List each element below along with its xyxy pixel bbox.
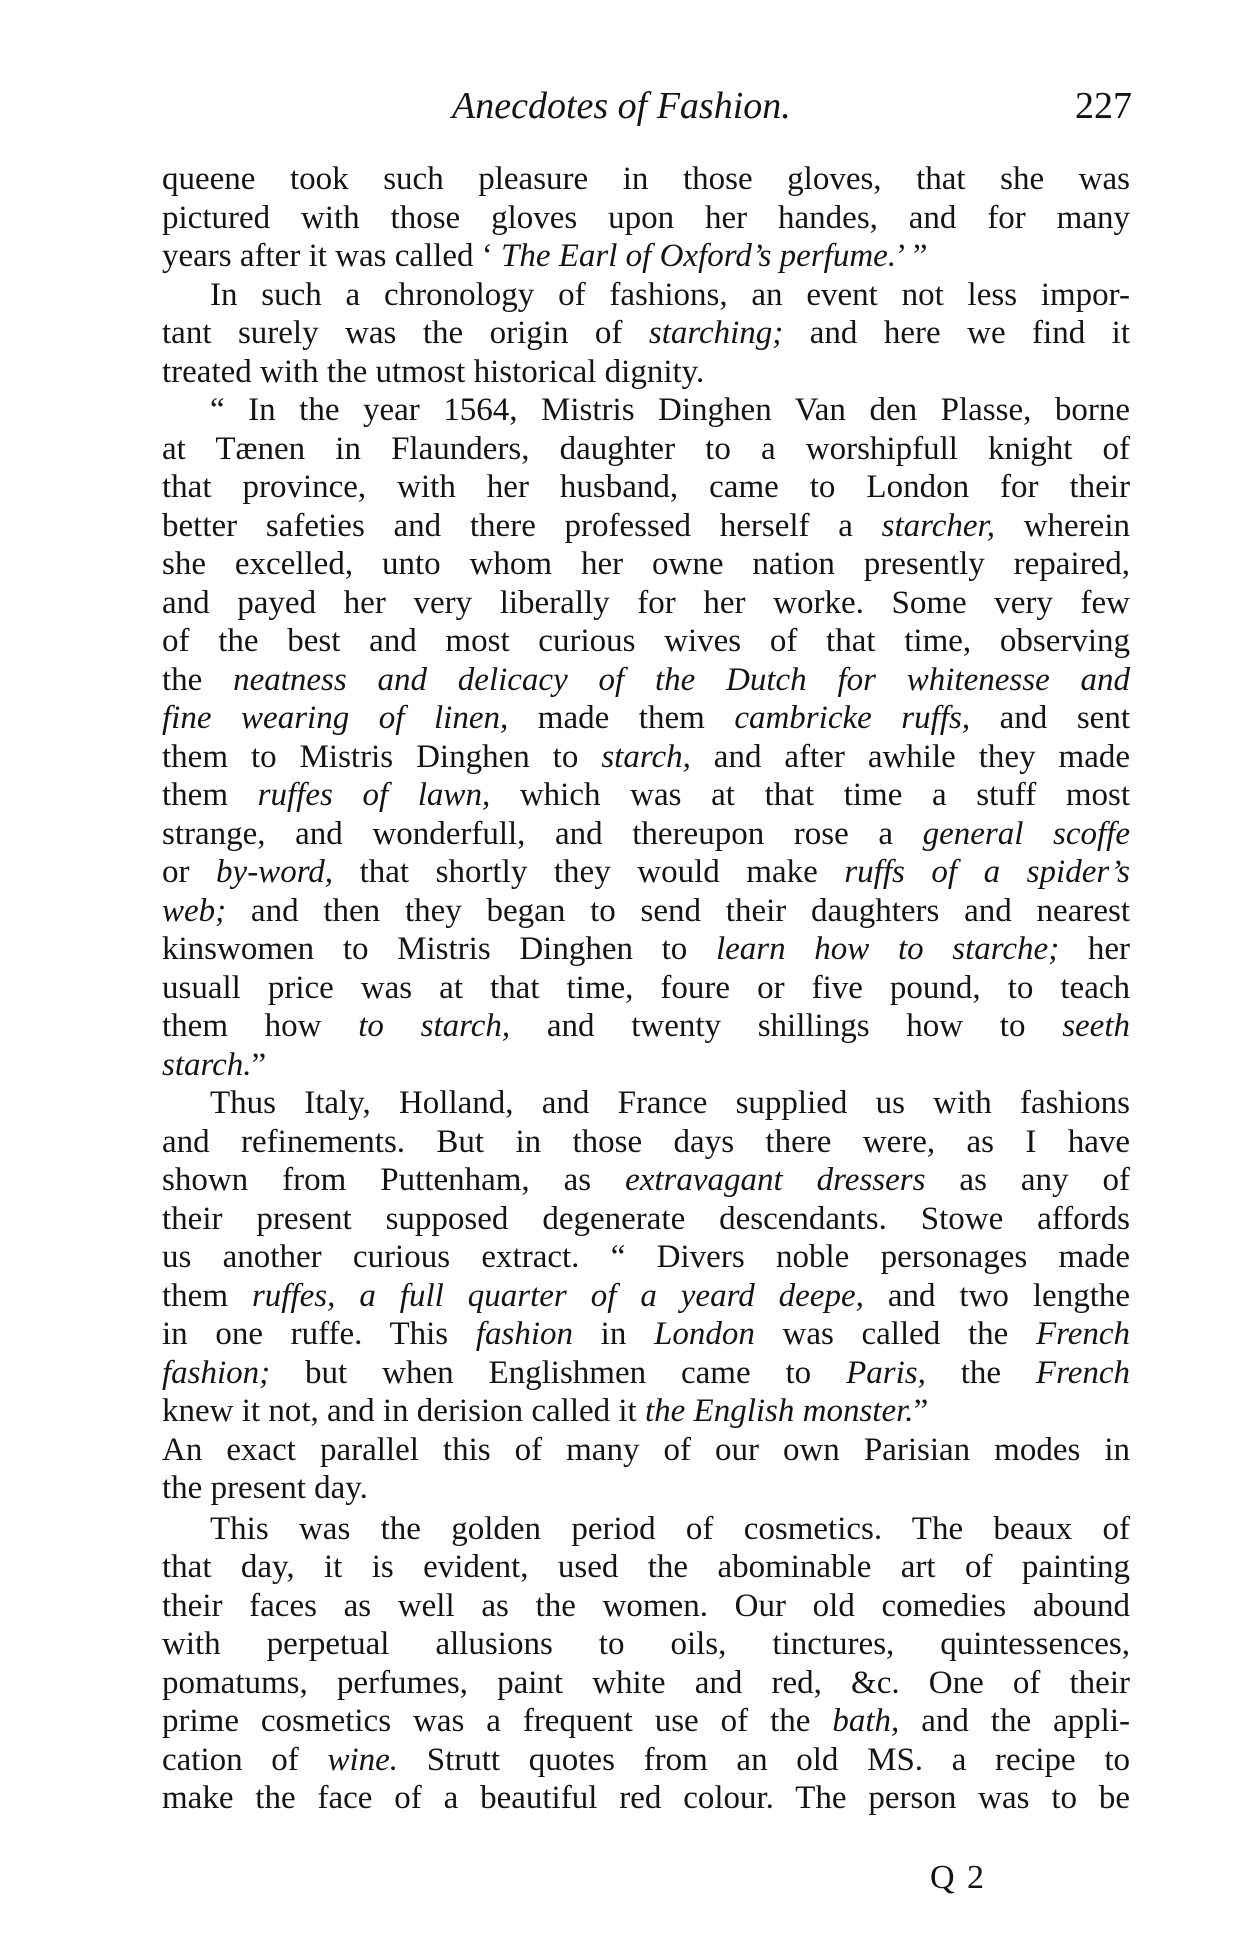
text-line	[162, 237, 1130, 276]
text-run: kinswomen to Mistris Dinghen to	[162, 931, 716, 967]
text-run: tant surely was the origin of	[162, 315, 649, 351]
italic-run: The Earl of Oxford’s perfume.	[501, 238, 897, 274]
text-line	[162, 1007, 1130, 1046]
text-line	[162, 353, 1130, 392]
italic-run: starcher,	[881, 507, 995, 544]
text-run: and refinements. But in those days there were, as I have	[162, 1123, 1130, 1160]
text-run: but when Englishmen came to	[270, 1354, 847, 1391]
italic-run: starch.	[162, 1046, 252, 1083]
text-run: usuall price was at that time, foure or five pound, to teach	[162, 969, 1130, 1006]
text-run: pictured with those gloves upon her handes, and for many	[162, 199, 1130, 236]
text-run: In such a chronology of fashions, an event not less impor-	[210, 276, 1130, 313]
text-line	[162, 1431, 1130, 1470]
text-run: with perpetual allusions to oils, tinctures, quintessences,	[162, 1626, 1130, 1662]
text-run: the	[925, 1354, 1036, 1391]
italic-run: fashion	[475, 1316, 573, 1352]
italic-run: general scoffe	[922, 815, 1130, 852]
text-run: cation of	[162, 1741, 328, 1778]
text-line	[162, 391, 1130, 430]
text-line	[162, 1123, 1130, 1162]
text-line	[162, 1469, 1130, 1508]
italic-run: French	[1035, 1354, 1130, 1391]
italic-run: wine.	[327, 1741, 399, 1778]
text-run: ”	[913, 1393, 929, 1429]
text-run: that province, with her husband, came to London for their	[162, 469, 1130, 505]
text-line	[162, 969, 1130, 1008]
page-header	[162, 78, 1132, 134]
text-line	[162, 815, 1130, 854]
text-line	[162, 1046, 1130, 1085]
italic-run: fine wearing of linen,	[162, 700, 509, 736]
text-line	[162, 776, 1130, 815]
text-run: that shortly they would make	[333, 854, 845, 890]
text-line	[162, 1200, 1130, 1239]
text-line	[162, 1161, 1130, 1200]
text-run: and after awhile they made	[690, 738, 1130, 775]
text-line	[162, 507, 1130, 546]
text-line	[162, 1587, 1130, 1626]
text-line	[162, 1779, 1130, 1818]
text-line	[162, 1548, 1130, 1587]
text-run: which was at that time a stuff most	[490, 777, 1131, 813]
italic-run: learn how to starche;	[715, 931, 1060, 967]
text-line	[162, 738, 1130, 777]
text-line	[162, 1084, 1130, 1123]
text-line	[162, 160, 1130, 199]
text-run: “ In the year 1564, Mistris Dinghen Van den Plasse, borne	[210, 392, 1130, 428]
text-line	[162, 1238, 1130, 1277]
italic-run: French	[1035, 1316, 1131, 1352]
text-run: and sent	[970, 700, 1131, 736]
text-run: Strutt quotes from an old MS. a recipe to	[398, 1741, 1131, 1778]
text-run: them	[162, 1277, 252, 1314]
italic-run: neatness and delicacy of the Dutch for whitenesse and	[233, 661, 1130, 698]
italic-run: seeth	[1062, 1008, 1130, 1044]
text-line	[162, 1315, 1130, 1354]
text-line	[162, 1702, 1130, 1741]
text-line	[162, 622, 1130, 661]
text-run: An exact parallel this of many of our own Parisian modes in	[162, 1431, 1130, 1468]
text-run: years after it was called ‘	[162, 238, 501, 274]
italic-run: the English monster.	[644, 1393, 914, 1429]
text-run: and here we find it	[783, 315, 1131, 351]
text-run: in one ruffe. This	[162, 1316, 476, 1352]
text-run: in	[573, 1316, 654, 1352]
text-run: and then they began to send their daughters and nearest	[226, 892, 1130, 929]
text-line	[162, 468, 1130, 507]
text-run: them to Mistris Dinghen to	[162, 738, 602, 775]
italic-run: ruffs of a spider’s	[844, 854, 1130, 890]
italic-run: to starch,	[358, 1008, 511, 1044]
text-run: she excelled, unto whom her owne nation presently repaired,	[162, 546, 1130, 582]
italic-run: London	[654, 1316, 755, 1352]
text-line	[162, 545, 1130, 584]
text-line	[162, 1741, 1130, 1780]
text-run: treated with the utmost historical dignity.	[162, 353, 705, 390]
text-line	[162, 584, 1130, 623]
text-run: their present supposed degenerate descendants. Stowe affords	[162, 1200, 1130, 1237]
text-run: us another curious extract. “ Divers noble personages made	[162, 1239, 1130, 1275]
page-number: 227	[1075, 85, 1132, 127]
text-line	[162, 1510, 1130, 1549]
text-line	[162, 430, 1130, 469]
text-run: the	[162, 661, 234, 698]
text-line	[162, 1664, 1130, 1703]
text-run: at Tænen in Flaunders, daughter to a worshipfull knight of	[162, 430, 1130, 467]
text-line	[162, 276, 1130, 315]
text-run: shown from Puttenham, as	[162, 1162, 626, 1198]
running-title: Anecdotes of Fashion.	[452, 85, 791, 127]
text-line	[162, 199, 1130, 238]
text-run: her	[1059, 931, 1130, 967]
italic-run: Paris,	[846, 1354, 926, 1391]
text-run: prime cosmetics was a frequent use of the	[162, 1703, 833, 1739]
text-run: of the best and most curious wives of that time, observing	[162, 623, 1130, 659]
text-line	[162, 1392, 1130, 1431]
text-run: wherein	[994, 507, 1130, 544]
text-line	[162, 892, 1130, 931]
text-line	[162, 661, 1130, 700]
italic-run: ruffes, a full quarter of a yeard deepe,	[251, 1277, 864, 1314]
text-run: and twenty shillings how to	[510, 1008, 1063, 1044]
text-run: and the appli-	[899, 1703, 1131, 1739]
italic-run: cambricke ruffs,	[734, 700, 971, 736]
text-run: Thus Italy, Holland, and France supplied us with fashions	[210, 1085, 1130, 1121]
text-run: the present day.	[162, 1470, 368, 1506]
text-run: and two lengthe	[863, 1277, 1131, 1314]
italic-run: starching;	[648, 315, 784, 351]
text-line	[162, 699, 1130, 738]
text-run: This was the golden period of cosmetics. The beaux of	[210, 1510, 1130, 1547]
italic-run: starch,	[601, 738, 691, 775]
text-line	[162, 853, 1130, 892]
italic-run: extravagant dressers	[625, 1162, 926, 1198]
text-run: ’ ”	[896, 238, 928, 274]
text-line	[162, 1277, 1130, 1316]
text-run: made them	[508, 700, 735, 736]
text-run: or	[162, 854, 217, 890]
text-run: them how	[162, 1008, 359, 1044]
text-run: strange, and wonderfull, and thereupon rose a	[162, 815, 923, 852]
italic-run: ruffes of lawn,	[257, 777, 491, 813]
text-run: pomatums, perfumes, paint white and red, &c. One of their	[162, 1664, 1130, 1701]
body-text	[162, 160, 1130, 1818]
text-line	[162, 1354, 1130, 1393]
text-run: knew it not, and in derision called it	[162, 1393, 645, 1429]
text-run: their faces as well as the women. Our old comedies abound	[162, 1587, 1130, 1624]
italic-run: bath,	[832, 1703, 900, 1739]
text-run: and payed her very liberally for her worke. Some very few	[162, 584, 1130, 621]
italic-run: by-word,	[216, 854, 334, 890]
text-run: them	[162, 777, 258, 813]
text-line	[162, 930, 1130, 969]
italic-run: fashion;	[162, 1354, 271, 1391]
text-run: better safeties and there professed herself a	[162, 507, 882, 544]
italic-run: web;	[162, 892, 227, 929]
signature-mark: Q 2	[930, 1859, 987, 1896]
text-run: ”	[251, 1046, 267, 1083]
text-run: make the face of a beautiful red colour. The person was to be	[162, 1780, 1130, 1816]
text-run: that day, it is evident, used the abominable art of painting	[162, 1549, 1130, 1585]
text-run: was called the	[754, 1316, 1036, 1352]
text-line	[162, 314, 1130, 353]
text-run: queene took such pleasure in those gloves, that she was	[162, 161, 1130, 197]
text-line	[162, 1625, 1130, 1664]
text-run: as any of	[925, 1162, 1130, 1198]
